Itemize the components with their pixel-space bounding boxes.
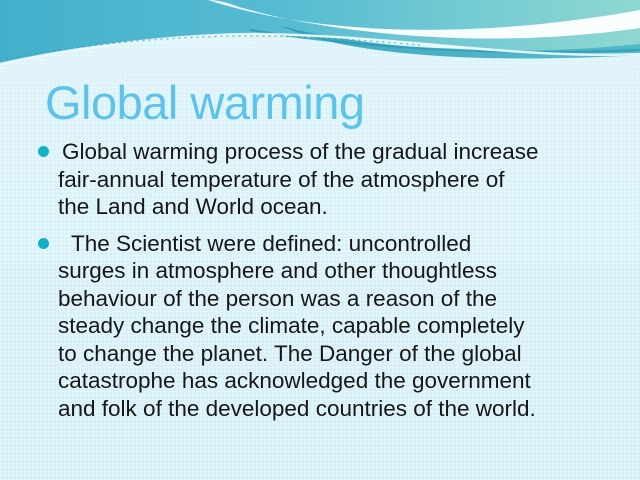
bullet-text-line: behaviour of the person was a reason of the xyxy=(58,285,498,311)
bullet-text-line: catastrophe has acknowledged the government xyxy=(58,368,531,393)
bullet-text-line: and folk of the developed countries of the world. xyxy=(58,395,536,421)
bullet-text-line: The Scientist were defined: uncontrolled xyxy=(71,230,472,256)
list-item xyxy=(38,230,630,423)
bullet-text-line: fair-annual temperature of the atmosphere of xyxy=(58,166,505,192)
bullet-icon xyxy=(38,146,49,157)
slide-title: Global warming xyxy=(45,76,365,129)
bullet-text-line: steady change the climate, capable completely xyxy=(58,313,525,338)
bullet-list xyxy=(38,138,630,422)
bullet-text-line: surges in atmosphere and other thoughtless xyxy=(58,258,498,283)
bullet-text-line: the Land and World ocean. xyxy=(58,194,328,219)
bullet-icon xyxy=(38,238,49,249)
bullet-text xyxy=(58,230,630,423)
bullet-text-line: Global warming process of the gradual increase xyxy=(62,139,539,164)
bullet-text xyxy=(58,138,630,221)
bullet-text-line: to change the planet. The Danger of the global xyxy=(58,340,522,366)
list-item xyxy=(38,138,630,221)
